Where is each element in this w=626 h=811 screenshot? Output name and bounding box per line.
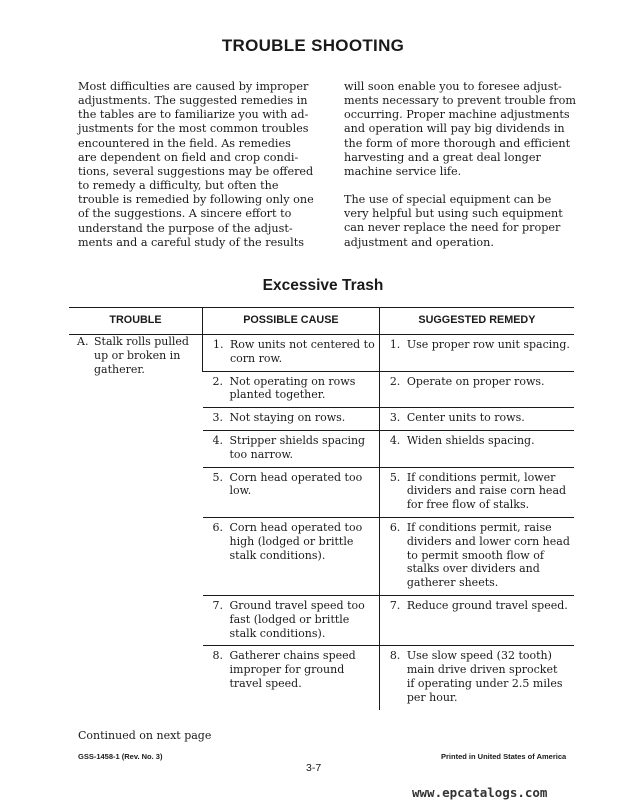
text-line: If conditions permit, raise xyxy=(406,520,552,534)
text-line: Row units not centered to xyxy=(230,338,375,351)
remedy-number: 3. xyxy=(389,411,401,425)
text-line: the tables are to familiarize you with ad- xyxy=(78,108,309,122)
cause-text xyxy=(230,649,375,690)
text-line: Center units to rows. xyxy=(406,411,525,425)
header-possible-cause: POSSIBLE CAUSE xyxy=(203,308,380,335)
text-line: Operate on proper rows. xyxy=(406,374,545,388)
text-line: understand the purpose of the adjust- xyxy=(78,221,293,235)
cause-item xyxy=(203,431,379,467)
remedy-number: 2. xyxy=(389,374,401,388)
remedy-text xyxy=(407,521,570,590)
cause-cell xyxy=(203,467,380,517)
text-line: If conditions permit, lower xyxy=(406,470,556,484)
remedy-text xyxy=(407,434,570,448)
watermark-text: www.epcatalogs.com xyxy=(412,785,548,800)
remedy-cell xyxy=(379,467,574,517)
text-line: Use proper row unit spacing. xyxy=(406,338,570,351)
cause-number: 3. xyxy=(212,411,223,425)
trouble-text xyxy=(94,335,198,376)
remedy-text xyxy=(407,338,570,352)
remedy-number: 4. xyxy=(389,433,401,447)
page-title: TROUBLE SHOOTING xyxy=(221,36,405,55)
remedy-item xyxy=(380,408,574,430)
remedy-cell xyxy=(379,371,574,408)
cause-item xyxy=(203,646,379,695)
intro-paragraph-1-continued xyxy=(344,80,584,179)
trouble-table xyxy=(69,307,574,710)
cause-cell xyxy=(203,408,380,431)
text-line: Use slow speed (32 tooth) xyxy=(406,649,552,663)
cause-item xyxy=(203,518,379,567)
text-line: stalk conditions). xyxy=(229,548,326,562)
remedy-item xyxy=(380,596,574,618)
remedy-item xyxy=(380,518,574,595)
cause-number: 2. xyxy=(212,374,223,388)
text-line: encountered in the field. As remedies xyxy=(78,136,291,150)
cause-cell xyxy=(203,595,380,645)
remedy-cell xyxy=(379,517,574,595)
text-line: up or broken in xyxy=(94,348,181,362)
cause-text xyxy=(230,599,375,640)
remedy-number: 1. xyxy=(389,338,401,351)
cause-cell xyxy=(203,335,380,372)
text-line: adjustment and operation. xyxy=(344,235,494,249)
intro-paragraph-1 xyxy=(78,80,318,250)
cause-cell xyxy=(203,517,380,595)
header-trouble: TROUBLE xyxy=(69,308,203,335)
cause-text xyxy=(230,434,375,462)
text-line: ments and a careful study of the results xyxy=(78,235,304,249)
text-line: of the suggestions. A sincere effort to xyxy=(78,207,292,221)
cause-cell xyxy=(203,371,380,408)
text-line: ments necessary to prevent trouble from xyxy=(344,94,576,108)
cause-number: 8. xyxy=(212,649,223,663)
text-line: Not operating on rows xyxy=(229,374,356,388)
remedy-cell xyxy=(379,595,574,645)
cause-item xyxy=(203,408,379,430)
table-body xyxy=(69,335,574,710)
text-line: Stripper shields spacing xyxy=(229,433,366,447)
remedy-item xyxy=(380,335,574,357)
text-line: Stalk rolls pulled xyxy=(94,335,189,348)
text-line: Not staying on rows. xyxy=(229,411,346,425)
text-line: occurring. Proper machine adjustments xyxy=(344,108,570,122)
text-line: low. xyxy=(229,484,252,498)
text-line: stalk conditions). xyxy=(229,626,326,640)
cause-text xyxy=(230,338,375,366)
remedy-item xyxy=(380,646,574,709)
cause-item xyxy=(203,335,379,371)
printed-note: Printed in United States of America xyxy=(441,752,567,761)
text-line: adjustments. The suggested remedies in xyxy=(78,94,308,108)
cause-number: 5. xyxy=(212,470,223,484)
text-line: to permit smooth flow of xyxy=(406,548,544,562)
text-line: justments for the most common troubles xyxy=(78,122,309,136)
cause-item xyxy=(203,596,379,645)
trouble-item xyxy=(69,335,202,376)
remedy-text xyxy=(407,411,570,425)
text-line: machine service life. xyxy=(344,164,462,178)
cause-text xyxy=(230,411,375,425)
cause-cell xyxy=(203,430,380,467)
text-line: per hour. xyxy=(406,690,458,704)
remedy-text xyxy=(407,649,570,704)
table-row xyxy=(69,335,574,372)
cause-number: 1. xyxy=(213,338,224,351)
cause-text xyxy=(230,521,375,562)
text-line: main drive driven sprocket xyxy=(406,663,558,677)
cause-number: 6. xyxy=(212,520,223,534)
text-line: to remedy a difficulty, but often the xyxy=(78,179,279,193)
remedy-item xyxy=(380,372,574,394)
text-line: and operation will pay big dividends in xyxy=(344,122,565,136)
text-line: harvesting and a great deal longer xyxy=(344,150,541,164)
text-line: can never replace the need for proper xyxy=(344,221,561,235)
remedy-item xyxy=(380,431,574,453)
remedy-number: 5. xyxy=(389,470,401,484)
text-line: Ground travel speed too xyxy=(229,598,365,612)
remedy-cell xyxy=(379,408,574,431)
trouble-letter: A. xyxy=(77,335,89,348)
text-line: Corn head operated too xyxy=(229,470,363,484)
cause-number: 4. xyxy=(212,433,223,447)
text-line: very helpful but using such equipment xyxy=(344,207,563,221)
text-line: gatherer. xyxy=(94,362,145,376)
page-number: 3-7 xyxy=(306,762,322,774)
remedy-number: 7. xyxy=(389,598,401,612)
text-line: tions, several suggestions may be offered xyxy=(78,164,314,178)
text-line: dividers and lower corn head xyxy=(406,534,570,548)
text-line: Most difficulties are caused by improper xyxy=(78,80,309,93)
remedy-cell xyxy=(379,646,574,710)
text-line: will soon enable you to foresee adjust- xyxy=(344,80,562,93)
remedy-number: 8. xyxy=(389,649,401,663)
cause-text xyxy=(230,375,375,403)
text-line: the form of more thorough and efficient xyxy=(344,136,571,150)
remedy-cell xyxy=(379,430,574,467)
remedy-text xyxy=(407,599,570,613)
text-line: fast (lodged or brittle xyxy=(229,612,350,626)
cause-number: 7. xyxy=(212,598,223,612)
text-line: planted together. xyxy=(229,388,326,402)
remedy-item xyxy=(380,468,574,517)
intro-left-column xyxy=(78,80,318,250)
text-line: if operating under 2.5 miles xyxy=(406,676,563,690)
text-line: corn row. xyxy=(230,351,283,365)
text-line: travel speed. xyxy=(229,676,302,690)
remedy-text xyxy=(407,375,570,389)
section-title: Excessive Trash xyxy=(262,277,384,294)
text-line: Reduce ground travel speed. xyxy=(406,598,568,612)
cause-item xyxy=(203,372,379,408)
remedy-text xyxy=(407,471,570,512)
text-line: The use of special equipment can be xyxy=(344,193,552,207)
text-line: Widen shields spacing. xyxy=(406,433,535,447)
trouble-cell xyxy=(69,335,203,710)
cause-text xyxy=(230,471,375,499)
text-line: stalks over dividers and xyxy=(406,562,540,576)
text-line: Gatherer chains speed xyxy=(229,649,356,663)
text-line: for free flow of stalks. xyxy=(406,498,530,512)
text-line: high (lodged or brittle xyxy=(229,534,354,548)
table-header-row xyxy=(69,308,574,335)
text-line: are dependent on field and crop condi- xyxy=(78,150,299,164)
text-line: gatherer sheets. xyxy=(406,576,499,590)
text-line: improper for ground xyxy=(229,663,345,677)
intro-paragraph-2 xyxy=(344,193,584,250)
text-line: trouble is remedied by following only one xyxy=(78,193,314,207)
remedy-number: 6. xyxy=(389,520,401,534)
document-id: GSS-1458-1 (Rev. No. 3) xyxy=(78,752,163,761)
text-line: dividers and raise corn head xyxy=(406,484,567,498)
text-line: Corn head operated too xyxy=(229,520,363,534)
header-suggested-remedy: SUGGESTED REMEDY xyxy=(379,308,574,335)
remedy-cell xyxy=(379,335,574,372)
continued-note: Continued on next page xyxy=(78,729,212,742)
cause-cell xyxy=(203,646,380,710)
intro-right-column xyxy=(344,80,584,250)
text-line: too narrow. xyxy=(229,447,294,461)
cause-item xyxy=(203,468,379,504)
